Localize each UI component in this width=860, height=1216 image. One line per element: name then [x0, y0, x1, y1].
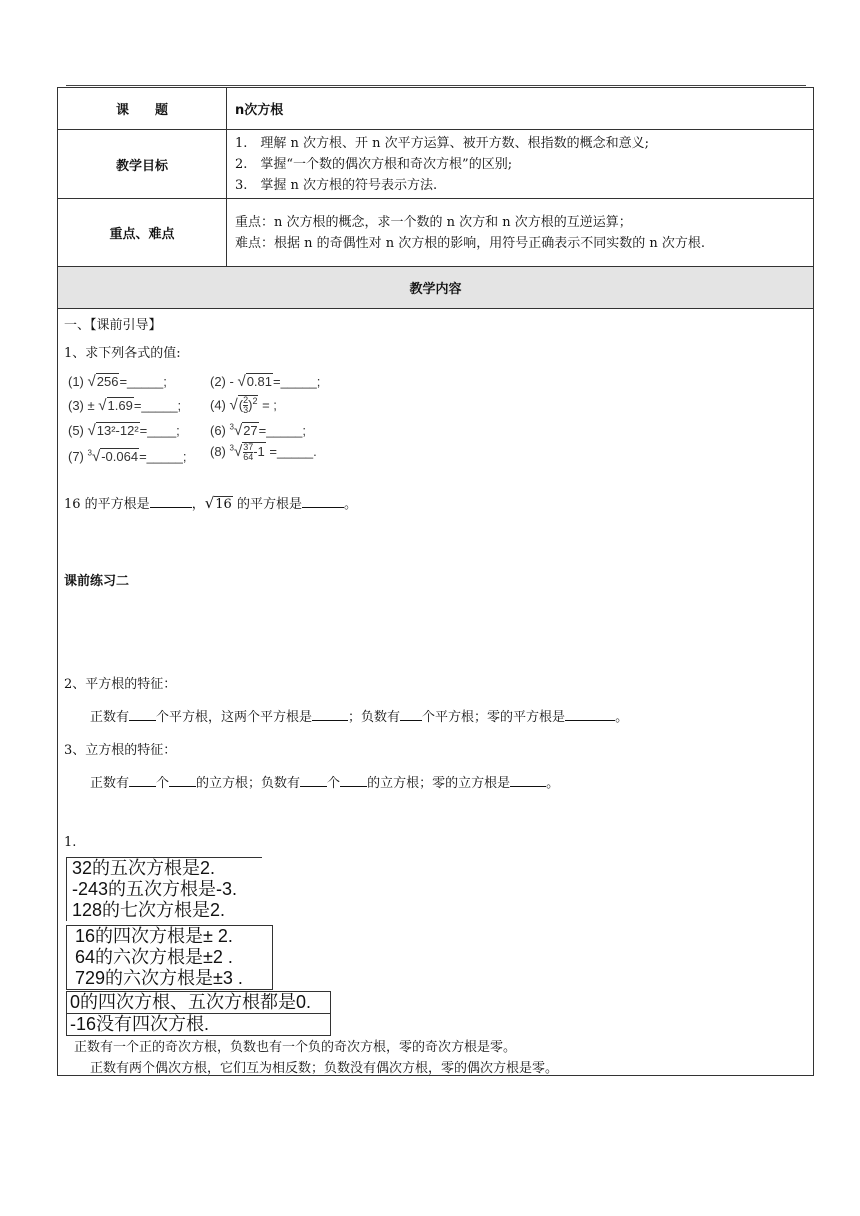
- answer-blank: [565, 708, 615, 721]
- answer-blank: [400, 708, 422, 721]
- sqrt16-text2: 的平方根是: [236, 497, 302, 512]
- ex-num: (6): [210, 423, 226, 438]
- section-title: 一、【课前引导】: [64, 318, 162, 333]
- ex-answer: =_____;: [133, 398, 182, 413]
- fill-text: 个平方根；零的平方根是: [422, 710, 566, 725]
- summary-even: 正数有两个偶次方根，它们互为相反数；负数没有偶次方根，零的偶次方根是零。: [90, 1061, 559, 1076]
- exercise-3: [68, 397, 181, 414]
- goals-list: [227, 130, 814, 199]
- ex-answer: =_____;: [119, 374, 167, 389]
- answer-blank: [129, 774, 156, 787]
- answer-blank: [129, 708, 156, 721]
- even-root-box: [66, 925, 273, 990]
- content-cell: [58, 309, 814, 1076]
- box-line: 16的四次方根是± 2.: [75, 926, 233, 946]
- sqrt16-comma: ，: [191, 497, 205, 512]
- goal-item: 2. 掌握“一个数的偶次方根和奇次方根”的区别;: [235, 156, 513, 172]
- fraction: [243, 396, 248, 415]
- ex-num: (2) -: [210, 374, 234, 389]
- radicand: 27: [243, 423, 258, 438]
- question-2-fill: [90, 706, 628, 725]
- ex-num: (5): [68, 423, 84, 438]
- ex-num: (3) ±: [68, 398, 95, 413]
- lesson-table: [57, 87, 814, 1076]
- goals-row: [58, 130, 814, 199]
- ex-answer: =_____.: [269, 443, 317, 459]
- question-3-fill: [90, 772, 559, 791]
- fill-text: 的立方根；负数有: [196, 776, 301, 791]
- radicand: 0.81: [246, 374, 273, 389]
- numerator: 2: [243, 395, 249, 406]
- denominator: 64: [243, 452, 254, 462]
- sqrt-icon: √: [87, 422, 96, 439]
- topic-value: n次方根: [227, 88, 814, 130]
- content-header: 教学内容: [58, 267, 814, 309]
- exercise-7: [68, 448, 186, 465]
- fill-text: ；负数有: [348, 710, 401, 725]
- top-rule: [66, 85, 806, 86]
- box-line: 32的五次方根是2.: [72, 858, 216, 878]
- denominator: 3: [243, 405, 249, 416]
- cbrt-icon: √: [91, 448, 101, 465]
- cbrt-icon: √: [233, 422, 243, 439]
- odd-root-box: [66, 857, 262, 921]
- box-line: 64的六次方根是±2 .: [75, 947, 233, 967]
- radicand: 16: [215, 497, 232, 512]
- box-line: 729的六次方根是±3 .: [75, 968, 243, 988]
- radicand: 256: [96, 374, 119, 389]
- ex-answer: =____;: [139, 423, 180, 438]
- fill-text: 正数有: [90, 776, 130, 791]
- ex-answer: =_____;: [273, 374, 321, 389]
- fill-text: 。: [546, 776, 560, 791]
- sqrt-icon: √: [204, 494, 215, 512]
- box-line: -16没有四次方根.: [67, 1014, 330, 1036]
- radicand: 1.69: [107, 398, 133, 413]
- topic-label: 课 题: [58, 88, 227, 130]
- goal-item: 3. 掌握 n 次方根的符号表示方法.: [235, 177, 438, 193]
- answer-blank: [312, 708, 348, 721]
- question-1: 1、求下列各式的值:: [64, 346, 181, 361]
- ex-num: (4): [210, 397, 226, 413]
- sqrt-icon: √: [229, 396, 238, 414]
- answer-blank: [510, 774, 546, 787]
- box-line: 128的七次方根是2.: [72, 900, 226, 920]
- radicand: [242, 442, 266, 462]
- answer-blank: [302, 495, 344, 508]
- item-number: 1.: [64, 835, 77, 850]
- sqrt-icon: √: [98, 397, 107, 414]
- exercise-5: [68, 422, 180, 439]
- key-label: 重点、难点: [58, 199, 227, 267]
- exercise-8: [210, 442, 317, 462]
- zero-root-box: [66, 991, 331, 1036]
- numerator: 37: [243, 442, 254, 452]
- ex-answer: = ;: [262, 397, 277, 413]
- sqrt-icon: √: [237, 373, 246, 390]
- topic-row: [58, 88, 814, 130]
- fill-text: 个平方根，这两个平方根是: [156, 710, 313, 725]
- content-header-row: [58, 267, 814, 309]
- radicand-tail: -1: [253, 443, 265, 459]
- sqrt-icon: √: [87, 373, 96, 390]
- exercise-4: [210, 395, 277, 415]
- key-row: [58, 199, 814, 267]
- fill-text: 个: [156, 776, 170, 791]
- answer-blank: [300, 774, 327, 787]
- box-line: -243的五次方根是-3.: [72, 879, 238, 899]
- box-line: 0的四次方根、五次方根都是0.: [67, 992, 330, 1014]
- summary-odd: 正数有一个正的奇次方根，负数也有一个负的奇次方根，零的奇次方根是零。: [74, 1040, 517, 1055]
- fill-text: 的立方根；零的立方根是: [367, 776, 511, 791]
- answer-blank: [150, 495, 192, 508]
- exercise-6: [210, 422, 306, 439]
- content-row: [58, 309, 814, 1076]
- ex-answer: =_____;: [139, 449, 187, 464]
- answer-blank: [340, 774, 367, 787]
- goal-item: 1. 理解 n 次方根、开 n 次平方运算、被开方数、根指数的概念和意义;: [235, 135, 650, 151]
- key-point: 难点：根据 n 的奇偶性对 n 次方根的影响，用符号正确表示不同实数的 n 次方根.: [235, 235, 706, 251]
- radicand: ( $\frac{2}{3}$ )$^2$: [238, 395, 258, 416]
- exponent: 2: [252, 396, 258, 406]
- root-index: 3: [87, 448, 92, 458]
- radicand: 13²-12²: [96, 423, 139, 438]
- question-2: 2、平方根的特征：: [64, 677, 177, 692]
- ex-num: (8): [210, 443, 226, 459]
- root-index: 3: [229, 422, 234, 432]
- answer-blank: [169, 774, 196, 787]
- root-index: 3: [229, 443, 234, 453]
- exercise-2: [210, 373, 320, 390]
- radicand: -0.064: [101, 449, 139, 464]
- key-points: [227, 199, 814, 267]
- question-3: 3、立方根的特征：: [64, 743, 177, 758]
- cbrt-icon: √: [233, 442, 243, 460]
- fill-text: 。: [615, 710, 629, 725]
- sqrt16-question: [64, 493, 357, 512]
- ex-num: (7): [68, 449, 84, 464]
- exercise-1: [68, 373, 167, 390]
- key-point: 重点：n 次方根的概念，求一个数的 n 次方和 n 次方根的互逆运算；: [235, 214, 632, 230]
- ex-answer: =_____;: [258, 423, 307, 438]
- fill-text: 个: [327, 776, 341, 791]
- sqrt16-end: 。: [343, 497, 357, 512]
- sqrt16-text: 16 的平方根是: [64, 497, 150, 512]
- fill-text: 正数有: [90, 710, 130, 725]
- fraction: [243, 443, 253, 462]
- practice-title: 课前练习二: [64, 574, 130, 589]
- ex-num: (1): [68, 374, 84, 389]
- goals-label: 教学目标: [58, 130, 227, 199]
